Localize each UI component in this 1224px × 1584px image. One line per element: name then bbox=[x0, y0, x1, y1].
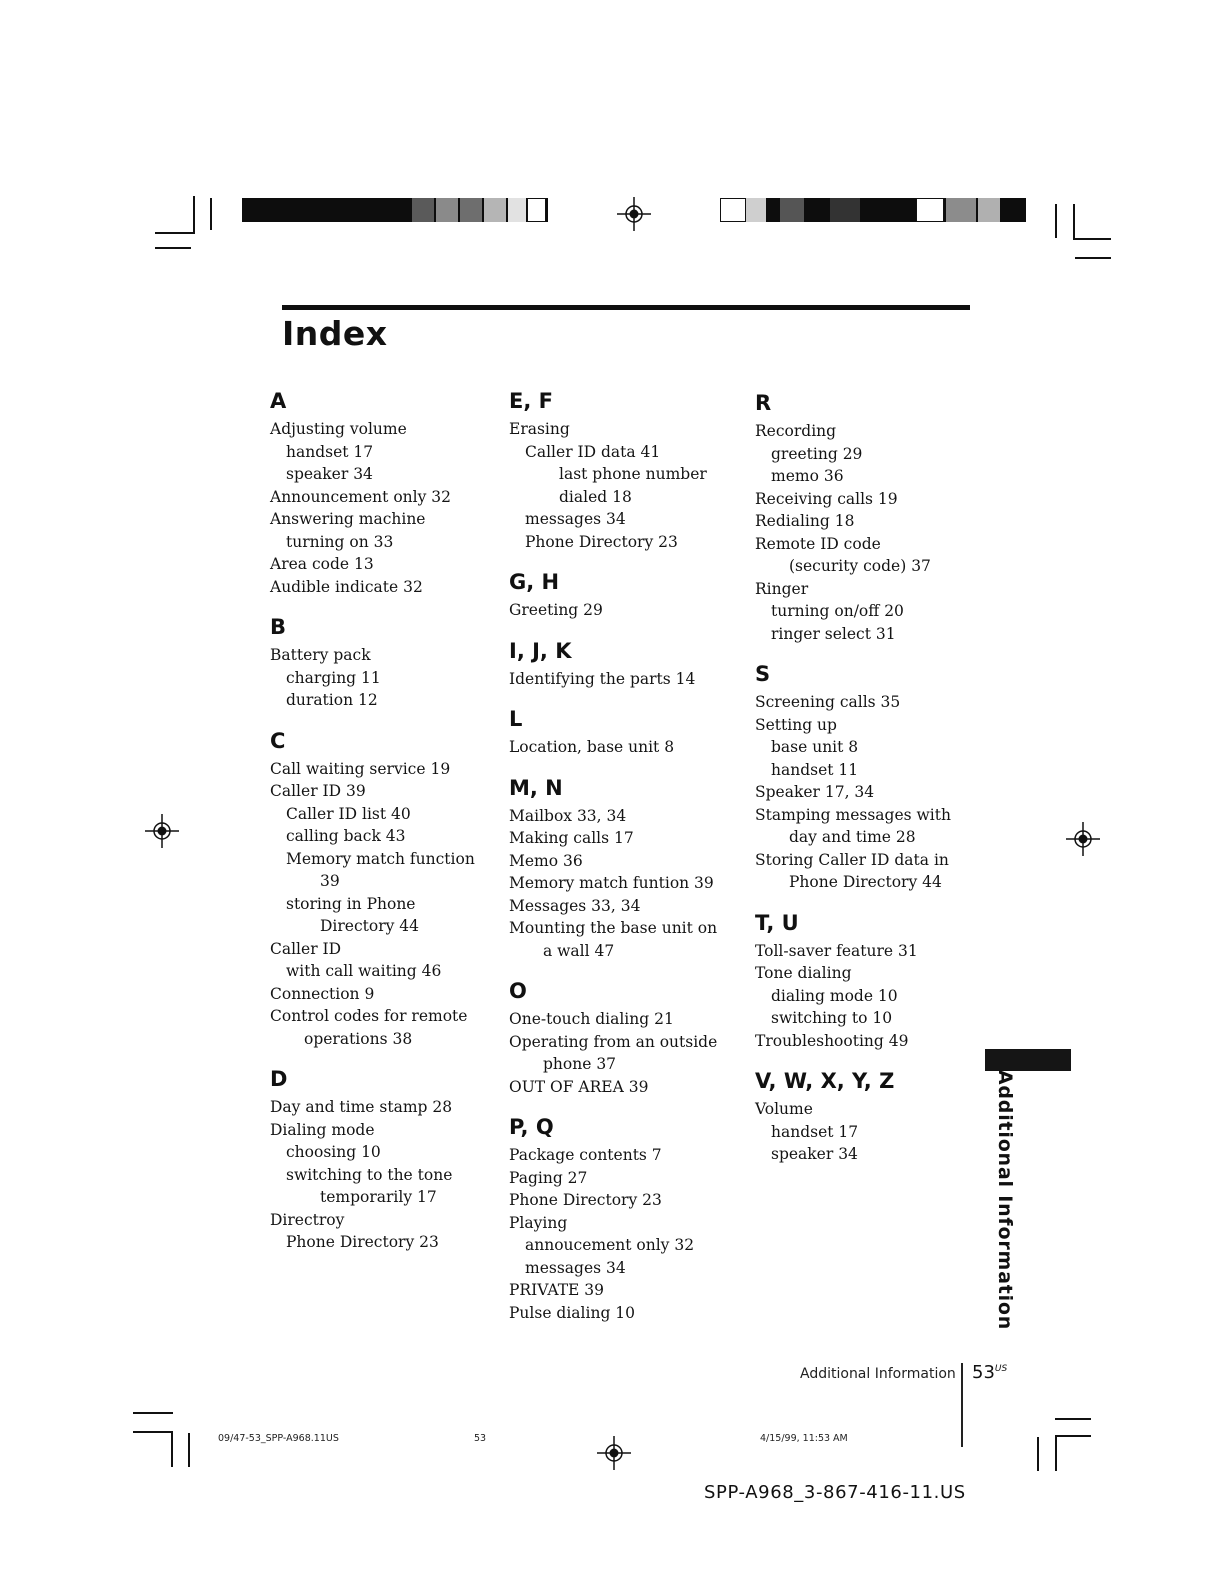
index-entry: Troubleshooting 49 bbox=[755, 1031, 909, 1050]
footer-section-label: Additional Information bbox=[800, 1366, 956, 1382]
index-subentry: switching to the tone temporarily 17 bbox=[286, 1165, 453, 1206]
footer-divider bbox=[961, 1363, 963, 1447]
index-section bbox=[755, 908, 951, 1053]
index-entry: Identifying the parts 14 bbox=[509, 669, 696, 688]
index-subentry: calling back 43 bbox=[286, 827, 406, 845]
crop-mark bbox=[1055, 1435, 1091, 1437]
index-letter-heading: M, N bbox=[509, 775, 563, 800]
index-entry: Remote ID code (security code) 37 bbox=[755, 534, 931, 575]
index-letter-heading: L bbox=[509, 707, 523, 731]
index-entry: Operating from an outside phone 37 bbox=[509, 1032, 718, 1073]
crop-mark bbox=[1055, 1435, 1057, 1471]
crop-mark bbox=[1073, 204, 1075, 240]
index-subentry: Memory match function 39 bbox=[286, 849, 475, 890]
index-entry: Announcement only 32 bbox=[270, 487, 451, 506]
index-subentry: Phone Directory 23 bbox=[286, 1233, 439, 1251]
index-entry: Setting up bbox=[755, 715, 837, 734]
index-entry: Adjusting volume bbox=[270, 420, 407, 438]
index-letter-heading: B bbox=[270, 615, 287, 639]
index-subentry: storing in Phone Directory 44 bbox=[286, 894, 420, 935]
crop-mark bbox=[155, 232, 195, 234]
index-section bbox=[755, 659, 951, 894]
index-subentry: last phone number dialed 18 bbox=[559, 465, 707, 506]
index-subentry: base unit 8 bbox=[771, 738, 859, 756]
index-section bbox=[270, 386, 482, 598]
index-subentry: switching to 10 bbox=[771, 1009, 893, 1027]
document-code: SPP-A968_3-867-416-11.US bbox=[704, 1482, 966, 1503]
index-subentry: dialing mode 10 bbox=[771, 986, 898, 1005]
index-subentry: greeting 29 bbox=[771, 444, 863, 463]
index-section bbox=[509, 773, 723, 963]
index-subentry: handset 17 bbox=[771, 1122, 859, 1141]
index-letter-heading: P, Q bbox=[509, 1115, 554, 1139]
crop-mark bbox=[193, 196, 195, 234]
print-color-strip-left bbox=[242, 198, 548, 222]
index-section bbox=[509, 976, 723, 1098]
index-column-1 bbox=[270, 386, 482, 1268]
index-entry: Phone Directory 23 bbox=[509, 1191, 662, 1209]
index-entry: Dialing mode bbox=[270, 1120, 375, 1139]
crop-mark bbox=[210, 198, 212, 230]
index-entry: Caller ID bbox=[270, 939, 342, 958]
index-entry: Control codes for remote operations 38 bbox=[270, 1007, 468, 1048]
index-subentry: choosing 10 bbox=[286, 1143, 381, 1161]
index-subentry: turning on 33 bbox=[286, 532, 394, 551]
crop-mark bbox=[188, 1433, 190, 1467]
print-page-number: 53 bbox=[474, 1433, 487, 1444]
index-entry: Pulse dialing 10 bbox=[509, 1303, 636, 1322]
index-subentry: Caller ID data 41 bbox=[525, 442, 661, 461]
index-entry: Package contents 7 bbox=[509, 1146, 662, 1164]
index-subentry: messages 34 bbox=[525, 1258, 626, 1277]
page-number: $53^{US}$ bbox=[972, 1362, 1008, 1383]
index-entry: Call waiting service 19 bbox=[270, 759, 451, 778]
index-entry: Tone dialing bbox=[755, 964, 852, 982]
index-section bbox=[509, 704, 723, 759]
index-letter-heading: R bbox=[755, 391, 772, 415]
section-tab-marker bbox=[985, 1049, 1071, 1071]
index-section bbox=[270, 726, 482, 1051]
index-subentry: with call waiting 46 bbox=[286, 962, 442, 980]
index-entry: Messages 33, 34 bbox=[509, 896, 641, 915]
index-entry: Directroy bbox=[270, 1210, 345, 1229]
crop-mark bbox=[1055, 204, 1057, 238]
index-subentry: speaker 34 bbox=[286, 465, 373, 483]
index-entry: Mounting the base unit on a wall 47 bbox=[509, 919, 718, 960]
index-entry: Making calls 17 bbox=[509, 829, 634, 847]
index-section bbox=[509, 567, 723, 622]
index-entry: Memo 36 bbox=[509, 851, 583, 870]
index-letter-heading: C bbox=[270, 728, 286, 753]
index-section bbox=[509, 1112, 723, 1324]
index-letter-heading: I, J, K bbox=[509, 638, 572, 663]
index-entry: Ringer bbox=[755, 579, 809, 598]
index-letter-heading: D bbox=[270, 1067, 288, 1091]
crop-mark bbox=[1075, 257, 1111, 259]
index-subentry: memo 36 bbox=[771, 467, 844, 485]
index-entry: Screening calls 35 bbox=[755, 693, 901, 711]
index-entry: Answering machine bbox=[270, 510, 426, 528]
index-subentry: messages 34 bbox=[525, 510, 626, 528]
index-entry: Recording bbox=[755, 422, 837, 440]
index-entry: Memory match funtion 39 bbox=[509, 874, 714, 892]
index-entry: Area code 13 bbox=[270, 555, 374, 573]
index-letter-heading: T, U bbox=[755, 910, 799, 935]
index-entry: Toll-saver feature 31 bbox=[755, 941, 918, 960]
index-entry: Paging 27 bbox=[509, 1168, 588, 1187]
index-letter-heading: A bbox=[270, 389, 287, 413]
index-subentry: Phone Directory 23 bbox=[525, 532, 678, 551]
index-subentry: handset 17 bbox=[286, 442, 374, 461]
index-entry: Mailbox 33, 34 bbox=[509, 806, 627, 825]
index-entry: Playing bbox=[509, 1213, 568, 1232]
index-letter-heading: O bbox=[509, 979, 527, 1003]
index-letter-heading: S bbox=[755, 662, 771, 686]
index-section bbox=[509, 386, 723, 553]
index-entry: Redialing 18 bbox=[755, 512, 855, 530]
crop-mark bbox=[171, 1431, 173, 1467]
print-color-strip-right bbox=[720, 198, 1026, 222]
index-column-2 bbox=[509, 386, 723, 1338]
index-section bbox=[270, 612, 482, 712]
index-entry: Speaker 17, 34 bbox=[755, 783, 875, 801]
index-subentry: Caller ID list 40 bbox=[286, 804, 411, 823]
page-title: Index bbox=[282, 314, 388, 353]
side-section-label: Additional Information bbox=[994, 1069, 1016, 1331]
index-subentry: turning on/off 20 bbox=[771, 602, 904, 620]
title-rule bbox=[282, 305, 970, 310]
crop-mark bbox=[133, 1431, 173, 1433]
index-letter-heading: G, H bbox=[509, 570, 560, 594]
index-subentry: duration 12 bbox=[286, 691, 378, 709]
crosshair-target-icon bbox=[1066, 822, 1100, 856]
index-entry: Receiving calls 19 bbox=[755, 489, 898, 508]
index-subentry: charging 11 bbox=[286, 668, 381, 687]
print-file-name: 09/47-53_SPP-A968.11US bbox=[218, 1433, 339, 1444]
index-subentry: annoucement only 32 bbox=[525, 1236, 695, 1254]
index-entry: Greeting 29 bbox=[509, 601, 603, 619]
index-entry: PRIVATE 39 bbox=[509, 1281, 605, 1299]
index-subentry: ringer select 31 bbox=[771, 624, 896, 643]
crosshair-target-icon bbox=[597, 1436, 631, 1470]
crosshair-target-icon bbox=[617, 197, 651, 231]
index-entry: Connection 9 bbox=[270, 984, 375, 1003]
index-letter-heading: E, F bbox=[509, 389, 553, 413]
index-entry: Audible indicate 32 bbox=[270, 577, 423, 596]
index-entry: Caller ID 39 bbox=[270, 782, 366, 800]
index-subentry: handset 11 bbox=[771, 760, 859, 779]
crop-mark bbox=[1037, 1437, 1039, 1471]
crop-mark bbox=[155, 247, 191, 249]
index-entry: Volume bbox=[755, 1100, 813, 1118]
crosshair-target-icon bbox=[145, 814, 179, 848]
index-section bbox=[270, 1064, 482, 1254]
index-entry: Location, base unit 8 bbox=[509, 738, 675, 756]
index-column-3 bbox=[755, 388, 951, 1180]
crop-mark bbox=[133, 1412, 173, 1414]
index-entry: Stamping messages with day and time 28 bbox=[755, 805, 951, 846]
index-section bbox=[755, 1066, 951, 1166]
crop-mark bbox=[1055, 1418, 1091, 1420]
index-section bbox=[755, 388, 951, 645]
crop-mark bbox=[1073, 238, 1111, 240]
index-entry: Erasing bbox=[509, 420, 570, 438]
index-subentry: speaker 34 bbox=[771, 1145, 858, 1163]
index-entry: Day and time stamp 28 bbox=[270, 1098, 453, 1116]
index-section bbox=[509, 636, 723, 691]
index-entry: OUT OF AREA 39 bbox=[509, 1077, 649, 1096]
index-entry: One-touch dialing 21 bbox=[509, 1010, 674, 1028]
index-entry: Storing Caller ID data in Phone Directory 44 bbox=[755, 850, 949, 891]
print-timestamp: 4/15/99, 11:53 AM bbox=[760, 1433, 848, 1444]
index-letter-heading: V, W, X, Y, Z bbox=[755, 1069, 895, 1093]
index-entry: Battery pack bbox=[270, 646, 371, 664]
